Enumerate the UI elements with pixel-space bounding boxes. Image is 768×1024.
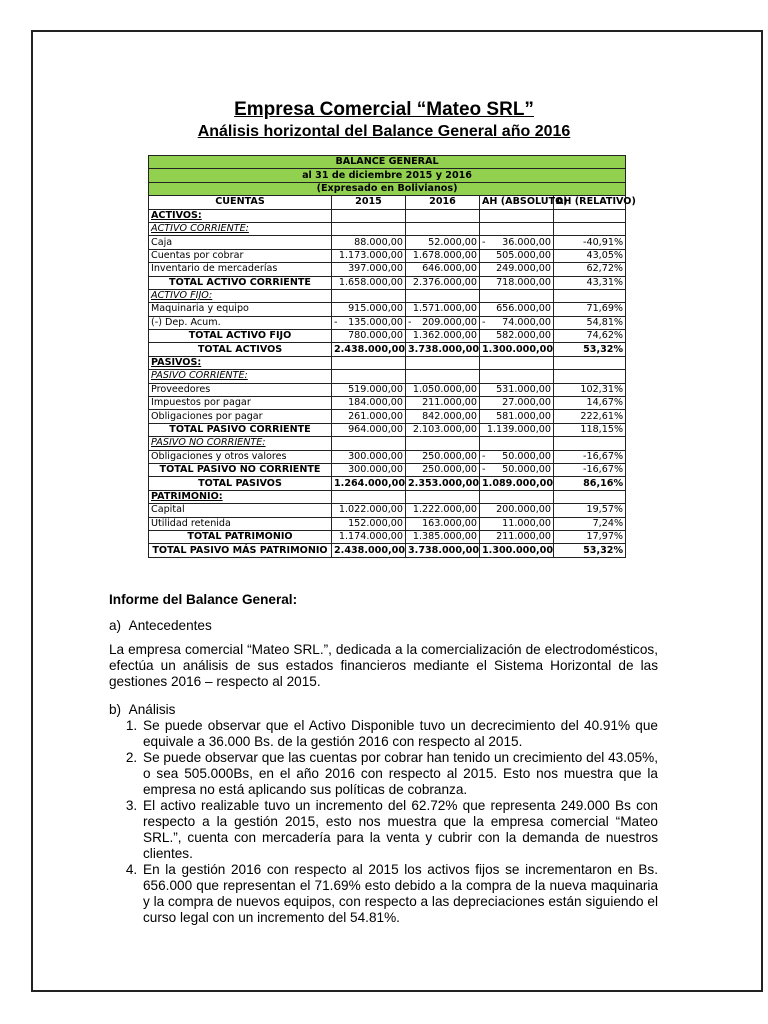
cell-rel — [554, 276, 626, 289]
cell-v2015 — [332, 437, 406, 450]
cell-value: 200.000,00 — [496, 504, 551, 516]
cell-rel — [554, 463, 626, 476]
row-label: ACTIVO CORRIENTE: — [149, 222, 332, 235]
table-row — [149, 222, 626, 235]
row-label: TOTAL PASIVO MÁS PATRIMONIO — [149, 544, 332, 557]
cell-v2016 — [406, 410, 480, 423]
row-label: TOTAL PATRIMONIO — [149, 530, 332, 543]
cell-v2016 — [406, 289, 480, 302]
cell-value: 17,97% — [586, 531, 624, 543]
cell-value: 184.000,00 — [348, 397, 403, 409]
cell-value: 88.000,00 — [354, 236, 403, 248]
cell-v2015 — [332, 490, 406, 503]
cell-v2015 — [332, 249, 406, 262]
column-header: AH (ABSOLUTO) — [480, 196, 554, 209]
cell-rel — [554, 330, 626, 343]
cell-abs — [480, 504, 554, 517]
table-header-title: BALANCE GENERAL — [149, 156, 626, 169]
cell-abs — [480, 209, 554, 222]
cell-rel — [554, 423, 626, 436]
cell-v2015 — [332, 463, 406, 476]
cell-v2016 — [406, 356, 480, 369]
cell-value: 43,31% — [586, 276, 624, 288]
row-label: PASIVO NO CORRIENTE: — [149, 437, 332, 450]
cell-v2016 — [406, 423, 480, 436]
cell-v2015 — [332, 356, 406, 369]
cell-abs — [480, 463, 554, 476]
cell-v2016 — [406, 397, 480, 410]
negative-marker: - — [482, 464, 486, 476]
cell-rel — [554, 263, 626, 276]
cell-rel — [554, 289, 626, 302]
cell-value: 2.353.000,00 — [408, 477, 480, 489]
cell-v2016 — [406, 330, 480, 343]
cell-value: 581.000,00 — [496, 410, 551, 422]
cell-value: 505.000,00 — [496, 249, 551, 261]
cell-v2015 — [332, 236, 406, 249]
cell-value: 27.000,00 — [502, 397, 551, 409]
table-column-headers — [149, 196, 626, 209]
cell-v2015 — [332, 397, 406, 410]
analysis-item: 1. Se puede observar que el Activo Disponible tuvo un decrecimiento del 40.91% que equivale a 36.000 Bs. de la gestión 2016 con respecto al 2015. — [141, 718, 658, 750]
cell-v2016 — [406, 316, 480, 329]
table-row — [149, 316, 626, 329]
column-header: AH (RELATIVO) — [554, 196, 626, 209]
report-heading: Informe del Balance General: — [109, 592, 298, 607]
cell-rel — [554, 530, 626, 543]
cell-v2015 — [332, 517, 406, 530]
cell-value: 86,16% — [583, 477, 624, 489]
cell-value: 54,81% — [586, 316, 624, 328]
cell-value: 53,32% — [583, 343, 624, 355]
table-row — [149, 477, 626, 490]
cell-v2015 — [332, 410, 406, 423]
cell-v2016 — [406, 343, 480, 356]
cell-v2015 — [332, 370, 406, 383]
row-label: Cuentas por cobrar — [149, 249, 332, 262]
cell-value: 36.000,00 — [502, 236, 551, 248]
table-header-currency: (Expresado en Bolivianos) — [149, 182, 626, 195]
cell-value: 915.000,00 — [348, 303, 403, 315]
cell-value: 1.264.000,00 — [334, 477, 406, 489]
cell-value: 222,61% — [580, 410, 624, 422]
cell-v2016 — [406, 383, 480, 396]
cell-value: 1.300.000,00 — [482, 544, 554, 556]
negative-marker: - — [482, 450, 486, 462]
cell-value: -16,67% — [583, 450, 624, 462]
cell-value: 1.139.000,00 — [486, 424, 551, 435]
cell-value: 7,24% — [592, 517, 624, 529]
column-header: 2016 — [406, 196, 480, 209]
cell-v2016 — [406, 276, 480, 289]
table-row — [149, 410, 626, 423]
cell-v2015 — [332, 289, 406, 302]
table-row — [149, 330, 626, 343]
row-label: PASIVO CORRIENTE: — [149, 370, 332, 383]
cell-abs — [480, 544, 554, 557]
cell-value: 3.738.000,00 — [408, 544, 480, 556]
cell-value: 62,72% — [586, 263, 624, 275]
table-row — [149, 437, 626, 450]
cell-abs — [480, 316, 554, 329]
cell-value: 531.000,00 — [496, 383, 551, 395]
cell-v2016 — [406, 450, 480, 463]
cell-value: 1.022.000,00 — [338, 504, 403, 516]
cell-value: 1.658.000,00 — [338, 276, 403, 288]
cell-value: 780.000,00 — [348, 330, 403, 342]
cell-v2016 — [406, 437, 480, 450]
document-subtitle: Análisis horizontal del Balance General año 2016 — [197, 123, 571, 140]
cell-abs — [480, 356, 554, 369]
row-label: ACTIVOS: — [149, 209, 332, 222]
cell-value: -16,67% — [583, 464, 624, 476]
cell-v2016 — [406, 530, 480, 543]
cell-value: 1.385.000,00 — [412, 531, 477, 543]
table-row — [149, 236, 626, 249]
cell-v2015 — [332, 276, 406, 289]
cell-rel — [554, 517, 626, 530]
cell-value: 3.738.000,00 — [408, 343, 480, 355]
cell-value: 11.000,00 — [502, 517, 551, 529]
cell-abs — [480, 343, 554, 356]
cell-abs — [480, 410, 554, 423]
document-title: Empresa Comercial “Mateo SRL” — [234, 99, 534, 120]
cell-abs — [480, 450, 554, 463]
table-row — [149, 303, 626, 316]
row-label: TOTAL PASIVO CORRIENTE — [149, 423, 332, 436]
cell-value: 118,15% — [580, 424, 624, 435]
cell-value: 1.678.000,00 — [412, 249, 477, 261]
analysis-item: 3. El activo realizable tuvo un incremento del 62.72% que representa 249.000 Bs con respecto a la gestión 2015, esto nos muestra que la empresa comercial “Mateo SRL.”, cuenta con mercadería para la venta y cubrir con la demanda de nuestros clientes. — [141, 798, 658, 862]
cell-abs — [480, 370, 554, 383]
row-label: (-) Dep. Acum. — [149, 316, 332, 329]
row-label: Caja — [149, 236, 332, 249]
cell-abs — [480, 249, 554, 262]
cell-value: 1.089.000,00 — [482, 477, 554, 489]
cell-value: 1.050.000,00 — [412, 383, 477, 395]
cell-value: 102,31% — [580, 383, 624, 395]
cell-value: 50.000,00 — [502, 450, 551, 462]
row-label: Inventario de mercaderías — [149, 263, 332, 276]
cell-abs — [480, 289, 554, 302]
analysis-item: 2. Se puede observar que las cuentas por cobrar han tenido un crecimiento del 43.05%, o sea 505.000Bs, en el año 2016 con respecto al 2015. Esto nos muestra que la empresa no está aplicando sus políticas de cobranza. — [141, 750, 658, 798]
row-label: PATRIMONIO: — [149, 490, 332, 503]
negative-marker: - — [408, 316, 412, 328]
table-row — [149, 450, 626, 463]
cell-value: 582.000,00 — [496, 330, 551, 342]
table-row — [149, 343, 626, 356]
row-label: TOTAL PASIVOS — [149, 477, 332, 490]
cell-rel — [554, 410, 626, 423]
cell-value: 250.000,00 — [422, 450, 477, 462]
analysis-item: 4. En la gestión 2016 con respecto al 2015 los activos fijos se incrementaron en Bs. 656.000 que representan el 71.69% esto debido a la compra de la nueva maquinaria y la compra de nuevos equipos, con respecto a las depreciaciones están siguiendo el curso legal con un incremento del 54.81%. — [141, 862, 658, 926]
cell-value: 249.000,00 — [496, 263, 551, 275]
cell-v2016 — [406, 249, 480, 262]
cell-v2016 — [406, 517, 480, 530]
balance-table — [148, 155, 636, 558]
cell-value: 14,67% — [586, 397, 624, 409]
table-header-row — [149, 169, 626, 182]
section-b-heading: b) Análisis — [109, 702, 176, 717]
cell-rel — [554, 490, 626, 503]
cell-value: 74,62% — [586, 330, 624, 342]
table-row — [149, 423, 626, 436]
cell-value: 1.571.000,00 — [412, 303, 477, 315]
cell-value: 646.000,00 — [422, 263, 477, 275]
table-row — [149, 370, 626, 383]
row-label: Maquinaria y equipo — [149, 303, 332, 316]
cell-v2015 — [332, 530, 406, 543]
cell-value: 397.000,00 — [348, 263, 403, 275]
cell-v2015 — [332, 303, 406, 316]
cell-v2015 — [332, 383, 406, 396]
cell-value: 2.438.000,00 — [334, 544, 406, 556]
cell-abs — [480, 303, 554, 316]
cell-v2015 — [332, 450, 406, 463]
table-header-row — [149, 156, 626, 169]
cell-value: 152.000,00 — [348, 517, 403, 529]
cell-rel — [554, 477, 626, 490]
cell-rel — [554, 222, 626, 235]
column-header: 2015 — [332, 196, 406, 209]
cell-v2016 — [406, 236, 480, 249]
cell-value: 250.000,00 — [422, 464, 477, 476]
cell-value: 261.000,00 — [348, 410, 403, 422]
cell-v2015 — [332, 209, 406, 222]
row-label: Utilidad retenida — [149, 517, 332, 530]
row-label: TOTAL ACTIVO CORRIENTE — [149, 276, 332, 289]
cell-abs — [480, 423, 554, 436]
table-row — [149, 463, 626, 476]
row-label: Capital — [149, 504, 332, 517]
row-label: Impuestos por pagar — [149, 397, 332, 410]
table-header-row — [149, 182, 626, 195]
cell-value: 718.000,00 — [496, 276, 551, 288]
cell-value: 211.000,00 — [496, 531, 551, 543]
cell-v2016 — [406, 463, 480, 476]
cell-rel — [554, 504, 626, 517]
cell-value: 300.000,00 — [348, 450, 403, 462]
cell-value: 50.000,00 — [502, 464, 551, 476]
cell-v2015 — [332, 423, 406, 436]
cell-value: 135.000,00 — [348, 316, 403, 328]
cell-v2015 — [332, 263, 406, 276]
cell-rel — [554, 450, 626, 463]
cell-v2016 — [406, 477, 480, 490]
cell-value: 209.000,00 — [422, 316, 477, 328]
cell-v2015 — [332, 222, 406, 235]
cell-value: 519.000,00 — [348, 383, 403, 395]
column-header: CUENTAS — [149, 196, 332, 209]
cell-abs — [480, 437, 554, 450]
cell-v2015 — [332, 316, 406, 329]
section-a-heading: a) Antecedentes — [109, 618, 212, 633]
cell-rel — [554, 397, 626, 410]
negative-marker: - — [482, 236, 486, 248]
cell-v2015 — [332, 330, 406, 343]
background-paragraph: La empresa comercial “Mateo SRL.”, dedicada a la comercialización de electrodomésticos, efectúa un análisis de sus estados financieros mediante el Sistema Horizontal de las gestiones 2016 – respecto al 2015. — [109, 642, 658, 689]
cell-value: 2.103.000,00 — [412, 424, 477, 435]
cell-value: 43,05% — [586, 249, 624, 261]
cell-value: 19,57% — [586, 504, 624, 516]
cell-abs — [480, 263, 554, 276]
cell-value: 1.300.000,00 — [482, 343, 554, 355]
cell-v2016 — [406, 263, 480, 276]
cell-value: 1.222.000,00 — [412, 504, 477, 516]
row-label: TOTAL PASIVO NO CORRIENTE — [149, 463, 332, 476]
cell-abs — [480, 236, 554, 249]
cell-abs — [480, 397, 554, 410]
cell-value: 1.174.000,00 — [338, 531, 403, 543]
cell-v2016 — [406, 490, 480, 503]
cell-rel — [554, 209, 626, 222]
cell-v2015 — [332, 544, 406, 557]
cell-v2016 — [406, 504, 480, 517]
cell-value: 53,32% — [583, 544, 624, 556]
cell-rel — [554, 370, 626, 383]
table-row — [149, 289, 626, 302]
cell-value: 163.000,00 — [422, 517, 477, 529]
cell-abs — [480, 517, 554, 530]
cell-v2016 — [406, 222, 480, 235]
cell-value: 1.173.000,00 — [338, 249, 403, 261]
cell-rel — [554, 249, 626, 262]
cell-rel — [554, 303, 626, 316]
cell-rel — [554, 236, 626, 249]
table-row — [149, 544, 626, 557]
cell-rel — [554, 316, 626, 329]
cell-value: 964.000,00 — [348, 424, 403, 435]
cell-v2016 — [406, 209, 480, 222]
negative-marker: - — [334, 316, 338, 328]
table-row — [149, 209, 626, 222]
cell-v2015 — [332, 504, 406, 517]
cell-value: 74.000,00 — [502, 316, 551, 328]
cell-v2015 — [332, 477, 406, 490]
table-row — [149, 276, 626, 289]
cell-abs — [480, 276, 554, 289]
cell-value: 300.000,00 — [348, 464, 403, 476]
cell-rel — [554, 437, 626, 450]
cell-abs — [480, 530, 554, 543]
cell-value: -40,91% — [583, 236, 624, 248]
cell-value: 656.000,00 — [496, 303, 551, 315]
table-row — [149, 517, 626, 530]
cell-abs — [480, 222, 554, 235]
table-row — [149, 397, 626, 410]
row-label: Obligaciones y otros valores — [149, 450, 332, 463]
row-label: TOTAL ACTIVO FIJO — [149, 330, 332, 343]
cell-rel — [554, 356, 626, 369]
cell-v2016 — [406, 303, 480, 316]
row-label: Obligaciones por pagar — [149, 410, 332, 423]
cell-abs — [480, 490, 554, 503]
table-row — [149, 263, 626, 276]
table-row — [149, 490, 626, 503]
row-label: ACTIVO FIJO: — [149, 289, 332, 302]
cell-abs — [480, 330, 554, 343]
table-row — [149, 249, 626, 262]
row-label: PASIVOS: — [149, 356, 332, 369]
table-row — [149, 530, 626, 543]
row-label: Proveedores — [149, 383, 332, 396]
cell-value: 52.000,00 — [428, 236, 477, 248]
cell-v2016 — [406, 544, 480, 557]
cell-rel — [554, 343, 626, 356]
cell-v2016 — [406, 370, 480, 383]
cell-rel — [554, 544, 626, 557]
cell-abs — [480, 383, 554, 396]
cell-value: 1.362.000,00 — [412, 330, 477, 342]
table-row — [149, 356, 626, 369]
row-label: TOTAL ACTIVOS — [149, 343, 332, 356]
cell-value: 71,69% — [586, 303, 624, 315]
cell-value: 211.000,00 — [422, 397, 477, 409]
table-row — [149, 504, 626, 517]
analysis-list — [109, 718, 658, 926]
table-header-date: al 31 de diciembre 2015 y 2016 — [149, 169, 626, 182]
negative-marker: - — [482, 316, 486, 328]
cell-value: 842.000,00 — [422, 410, 477, 422]
cell-rel — [554, 383, 626, 396]
cell-value: 2.376.000,00 — [412, 276, 477, 288]
cell-v2015 — [332, 343, 406, 356]
table-row — [149, 383, 626, 396]
cell-abs — [480, 477, 554, 490]
cell-value: 2.438.000,00 — [334, 343, 406, 355]
